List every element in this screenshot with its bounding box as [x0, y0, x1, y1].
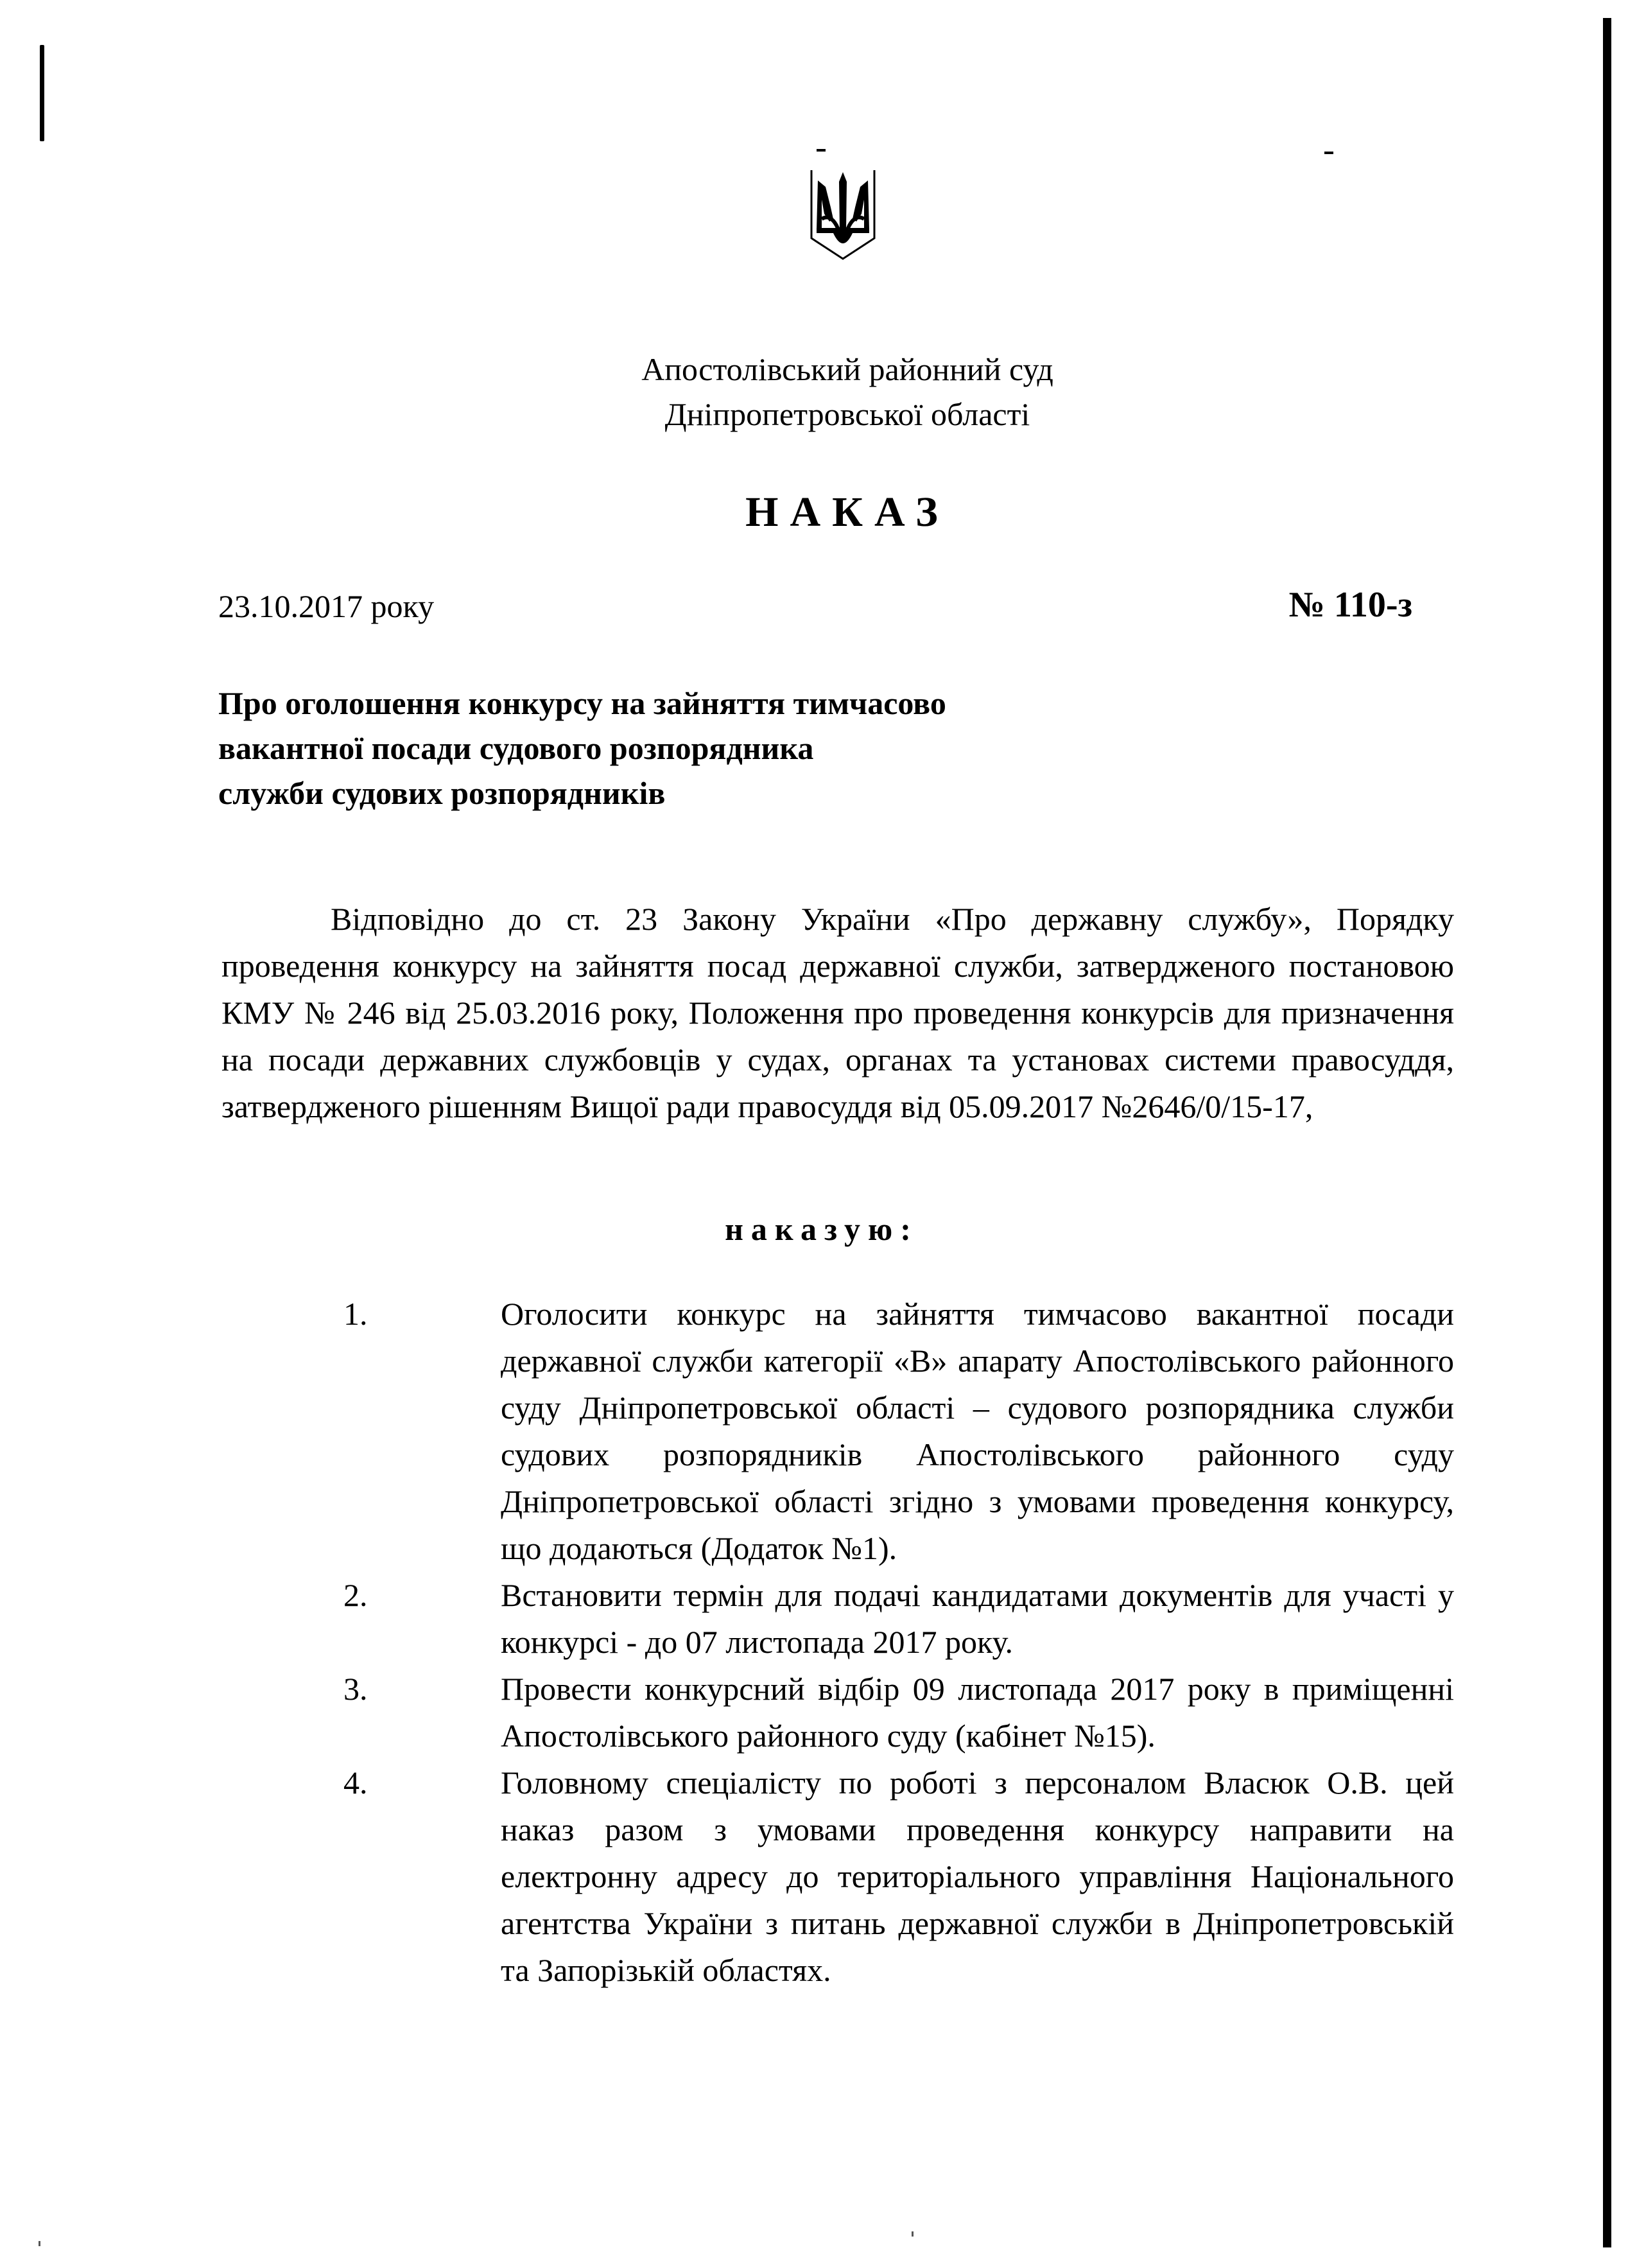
list-item-text: Оголосити конкурс на зайняття тимчасово вакантної посади державної служби категорії «В» апарату Апостолівського районного суду Дніпропетровської області – судового розпорядника служби судових розпорядників Апостолівського районного суду Дніпропетровської області згідно з умовами проведення конкурсу, що додаються (Додаток №1).: [501, 1296, 1454, 1566]
preamble-text: Відповідно до ст. 23 Закону України «Про державну службу», Порядку проведення конкурсу на зайняття посад державної служби, затвердженого постановою КМУ № 246 від 25.03.2016 року, Положення про проведення конкурсів для призначення на посади державних службовців у судах, органах та установах системи правосуддя, затвердженого рішенням Вищої ради правосуддя від 05.09.2017 №2646/0/15-17,: [221, 901, 1454, 1124]
preamble-paragraph: [221, 896, 1454, 1130]
scan-speck: [39, 2241, 40, 2246]
list-item-number: 1.: [343, 1296, 368, 1332]
document-date: 23.10.2017 року: [218, 588, 435, 624]
list-item-number: 2.: [343, 1577, 368, 1613]
list-item-text: Встановити термін для подачі кандидатами документів для участі у конкурсі - до 07 листопада 2017 року.: [501, 1577, 1454, 1660]
scan-edge-mark-left: [40, 45, 44, 141]
document-type-title: НАКАЗ: [745, 489, 949, 536]
list-item: [343, 1759, 1454, 1994]
court-name-line-2: Дніпропетровської області: [664, 396, 1030, 432]
list-item: [343, 1666, 1454, 1759]
list-item-number: 3.: [343, 1671, 368, 1707]
list-item-text: Головному спеціалісту по роботі з персоналом Власюк О.В. цей наказ разом з умовами проведення конкурсу направити на електронну адресу до територіального управління Національного агентства України з питань державної служби в Дніпропетровській та Запорізькій областях.: [501, 1765, 1454, 1988]
court-name-line-1: Апостолівський районний суд: [641, 351, 1053, 387]
scan-speck: [912, 2231, 914, 2237]
list-item-number: 4.: [343, 1765, 368, 1801]
document-number: № 110-з: [1288, 585, 1412, 625]
subject-line: Про оголошення конкурсу на зайняття тимчасово: [218, 685, 946, 721]
list-item-text: Провести конкурсний відбір 09 листопада 2017 року в приміщенні Апостолівського районного суду (кабінет №15).: [501, 1671, 1454, 1754]
order-items-list: [343, 1291, 1454, 1994]
document-subject: [218, 681, 946, 816]
list-item: [343, 1572, 1454, 1666]
subject-line: служби судових розпорядників: [218, 775, 666, 811]
order-verb: наказую:: [725, 1211, 919, 1247]
list-item: [343, 1291, 1454, 1572]
coat-of-arms-icon: [808, 169, 878, 262]
scan-dash-mark: [817, 149, 826, 152]
scan-dash-mark: [1324, 152, 1333, 154]
subject-line: вакантної посади судового розпорядника: [218, 730, 814, 766]
